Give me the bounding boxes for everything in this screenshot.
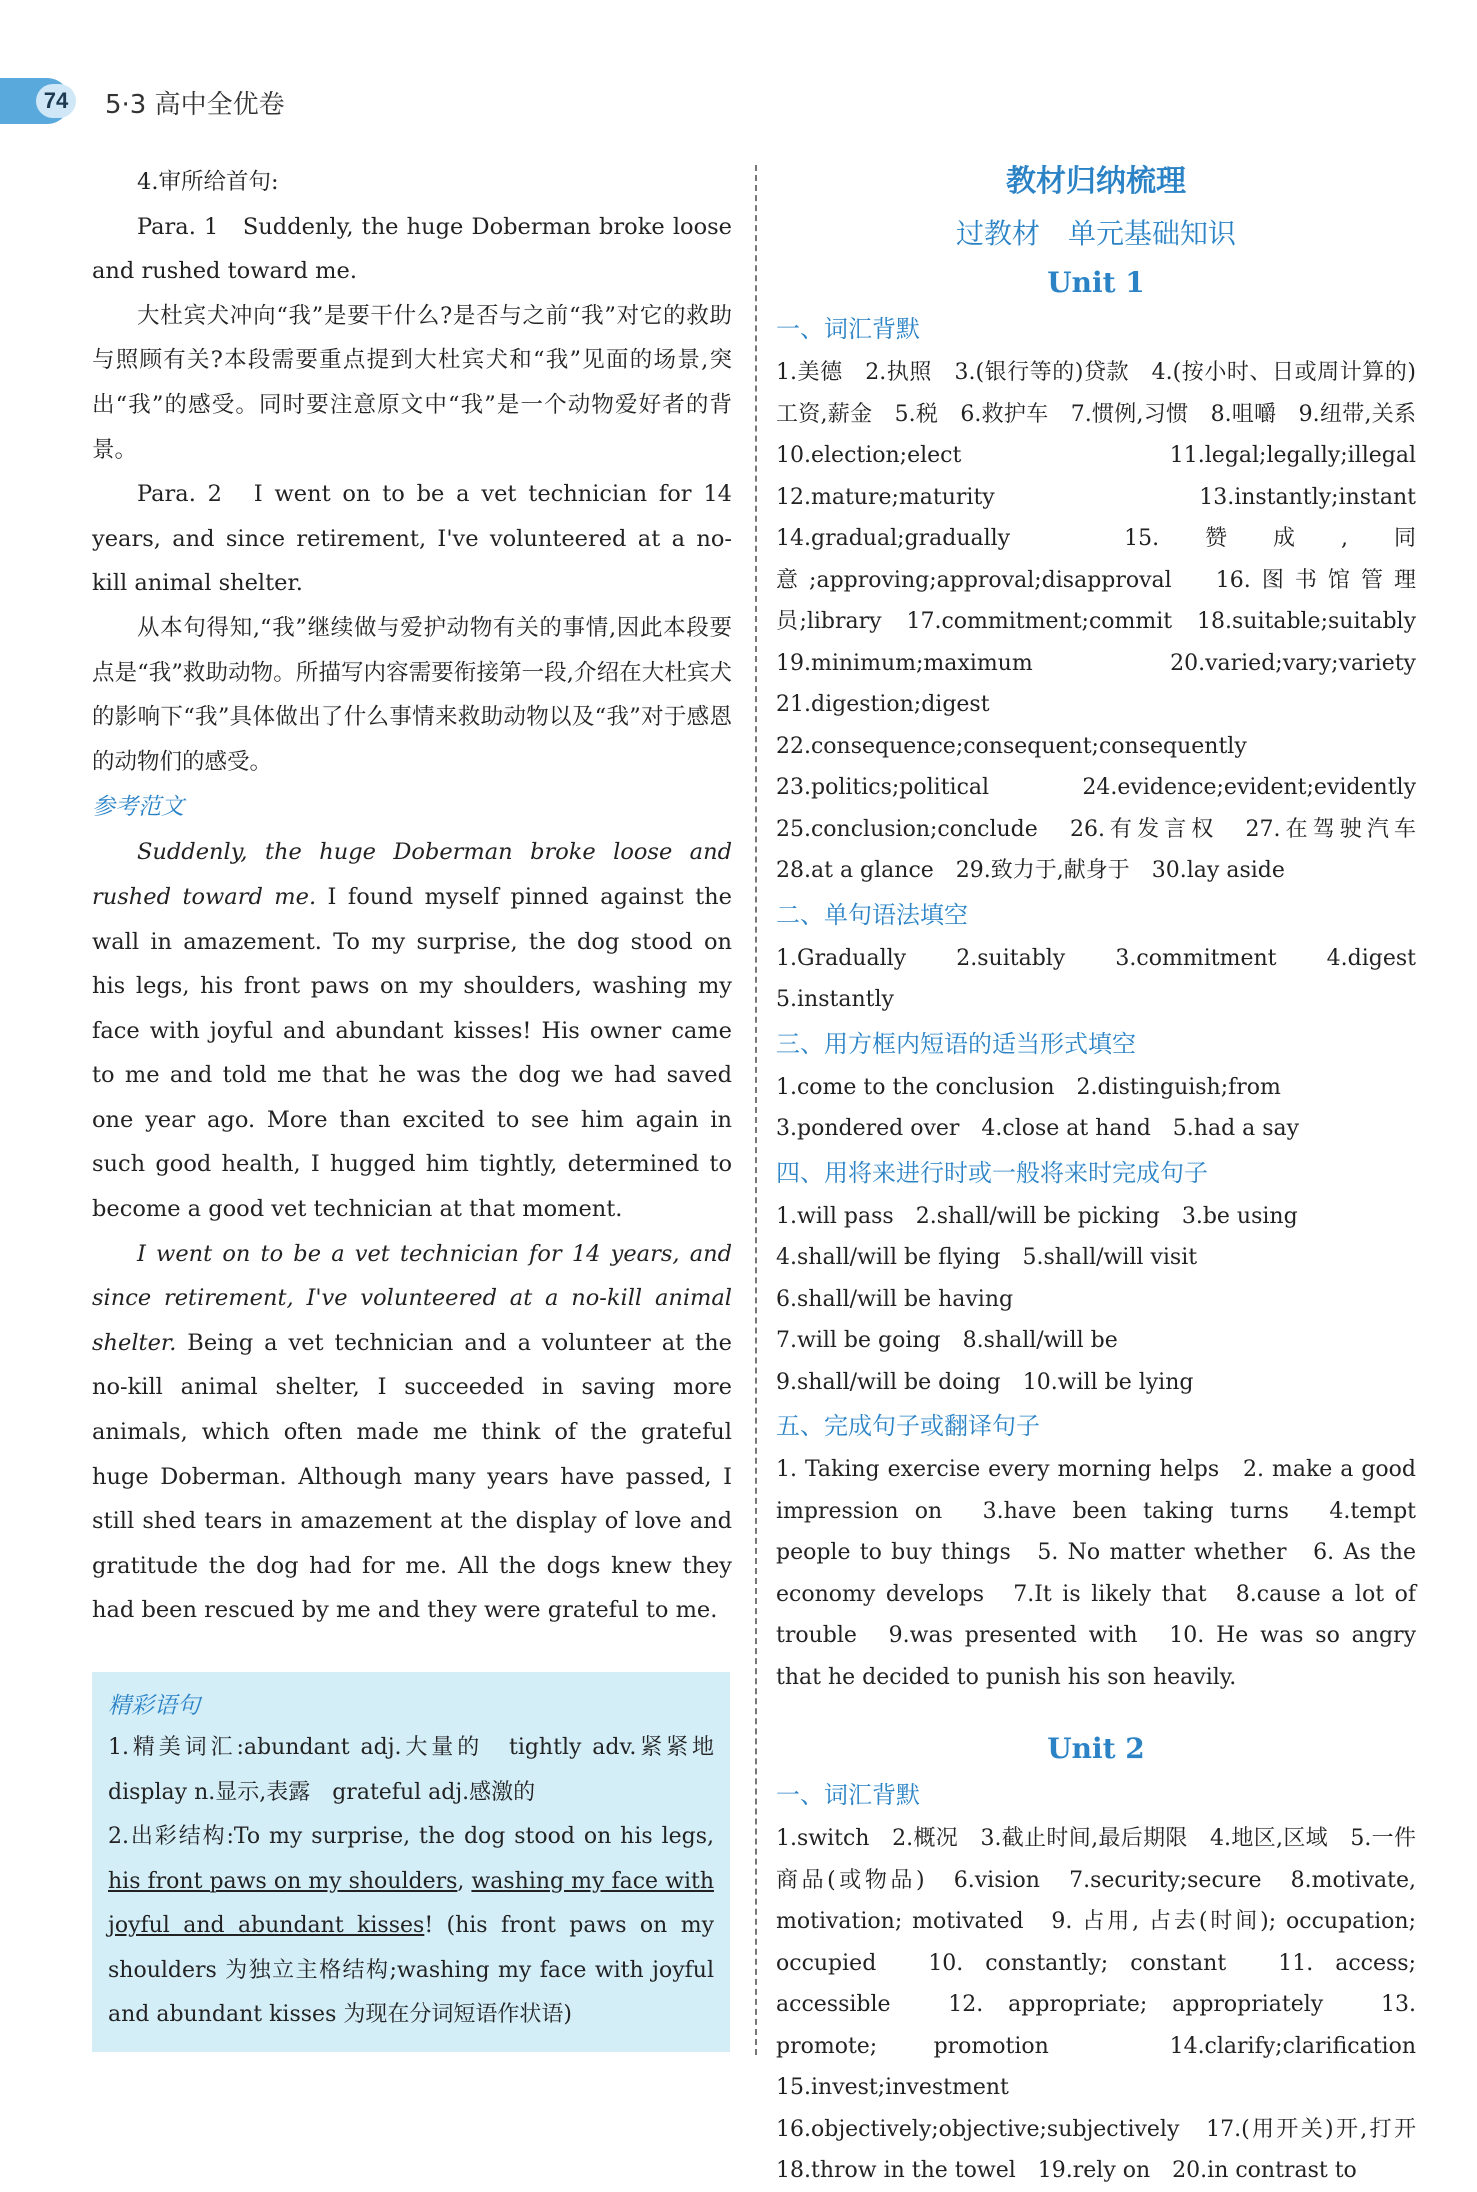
para-a1: Para. 1 Suddenly, the huge Doberman broke loose and rushed toward me. [92,213,732,285]
essay2-lead: I went on to be a vet technician for 14 years, and since retirement, I've volunteered at a no-kill animal shelter. [92,1240,732,1356]
line2-c: ! (his front paws on my shoulders 为独立主格结构;washing my face with joyful and abundant kisses 为现在分词短语作状语) [108,1913,714,2027]
u1-s4-line: 4.shall/will be flying 5.shall/will visit [776,1245,1198,1270]
column-divider [755,165,757,2055]
reference-title: 参考范文 [92,794,184,821]
u1-s2-text: 1.Gradually 2.suitably 3.commitment 4.digest 5.instantly [776,945,1439,1012]
u1-s1-heading: 一、词汇背默 [776,315,920,343]
book-title: 5·3 高中全优卷 [105,90,285,120]
para-a0: 4.审所给首句: [137,169,279,195]
essay-paragraph-2 [92,1232,732,1633]
page-number-tab [0,78,70,124]
u2-s1-heading: 一、词汇背默 [776,1781,920,1809]
unit2-heading: Unit 2 [1047,1732,1145,1765]
left-column [92,160,732,1633]
essay1-lead: Suddenly, the huge Doberman broke loose and rushed toward me. [92,839,732,910]
essay2-body: Being a vet technician and a volunteer at the no-kill animal shelter, I succeeded in saving more animals, which often made me think of the grateful huge Doberman. Although many years have passed, I still shed tears in amazement at the display of love and gratitude the dog had for me. All the dogs knew they had been rescued by me and they were grateful to me. [92,1329,732,1624]
highlight-box [92,1672,737,2052]
line2-underline-1: his front paws on my shoulders [108,1868,458,1894]
u1-s5-heading: 五、完成句子或翻译句子 [776,1412,1040,1440]
essay-paragraph-1 [92,830,732,1231]
u1-s4-line: 9.shall/will be doing 10.will be lying [776,1369,1194,1395]
u1-s2-heading: 二、单句语法填空 [776,900,968,929]
para-a2: 大杜宾犬冲向“我”是要干什么?是否与之前“我”对它的救助与照顾有关?本段需要重点提到大杜宾犬和“我”见面的场景,突出“我”的感受。同时要注意原文中“我”是一个动物爱好者的背景。 [92,302,732,463]
u1-s4-line: 1.will pass 2.shall/will be picking 3.be using [776,1203,1298,1229]
highlight-title: 精彩语句 [108,1693,200,1719]
u1-s1-text: 1.美德 2.执照 3.(银行等的)贷款 4.(按小时、日或周计算的)工资,薪金 5.税 6.救护车 7.惯例,习惯 8.咀嚼 9.纽带,关系 10.election;elect 11.legal;legally;illegal 12.mature;maturity 13.instantly;instant 14.gradual;gradually 15.赞成,同意;approving;approval;disapproval 16.图书馆管理员;library 17.commitment;commit 18.suitable;suitably 19.minimum;maximum 20.varied;vary;variety 21.digestion;digest 22.consequence;consequent;consequently 23.politics;political 24.evidence;evident;evidently 25.conclusion;conclude 26.有发言权 27.在驾驶汽车 28.at a glance 29.致力于,献身于 30.lay aside [776,360,1439,883]
u1-s3-heading: 三、用方框内短语的适当形式填空 [776,1029,1136,1058]
line2-b: , [457,1868,472,1894]
u1-s4-line: 7.will be going 8.shall/will be [776,1328,1118,1353]
u1-s3-line: 1.come to the conclusion 2.distinguish;from [776,1074,1281,1100]
section-title: 教材归纳梳理 [1006,164,1186,199]
highlight-line-2 [108,1815,714,2038]
highlight-line-1: 1.精美词汇:abundant adj.大量的 tightly adv.紧紧地 display n.显示,表露 grateful adj.感激的 [108,1735,737,1805]
unit1-heading: Unit 1 [1047,266,1145,299]
para-a4: 从本句得知,“我”继续做与爱护动物有关的事情,因此本段要点是“我”救助动物。所描写内容需要衔接第一段,介绍在大杜宾犬的影响下“我”具体做出了什么事情来救助动物以及“我”对于感恩的动物们的感受。 [92,614,732,775]
page-number: 74 [36,84,76,118]
line2-underline-2: washing my face with joyful and abundant kisses [108,1868,714,1938]
essay1-body: I found myself pinned against the wall in amazement. To my surprise, the dog stood on his legs, his front paws on my shoulders, washing my face with joyful and abundant kisses! His owner came to me and told me that he was the dog we had saved one year ago. More than excited to see him again in such good health, I hugged him tightly, determined to become a good vet technician at that moment. [92,883,732,1223]
section-subtitle: 过教材 单元基础知识 [955,217,1236,250]
u1-s3-line: 3.pondered over 4.close at hand 5.had a say [776,1116,1300,1141]
para-a3: Para. 2 I went on to be a vet technician for 14 years, and since retirement, I've volunteered at a no-kill animal shelter. [92,481,732,597]
u1-s4-heading: 四、用将来进行时或一般将来时完成句子 [776,1158,1208,1187]
line2-a: 2.出彩结构:To my surprise, the dog stood on his legs, [108,1824,714,1849]
u1-s4-line: 6.shall/will be having [776,1286,1014,1312]
u1-s5-text: 1. Taking exercise every morning helps 2. make a good impression on 3.have been taking turns 4.tempt people to buy things 5. No matter whether 6. As the economy develops 7.It is likely that 8.cause a lot of trouble 9.was presented with 10. He was so angry that he decided to punish his son heavily. [776,1457,1416,1690]
u2-s1-text: 1.switch 2.概况 3.截止时间,最后期限 4.地区,区域 5.一件商品(或物品) 6.vision 7.security;secure 8.motivate, motivation; motivated 9. 占用, 占去(时间); occupation; occupied 10. constantly; constant 11. access; accessible 12. appropriate; appropriately 13. promote; promotion 14.clarify;clarification 15.invest;investment 16.objectively;objective;subjectively 17.(用开关)开,打开 18.throw in the towel 19.rely on 20.in contrast to [776,1826,1439,2183]
right-column [776,156,1439,2192]
